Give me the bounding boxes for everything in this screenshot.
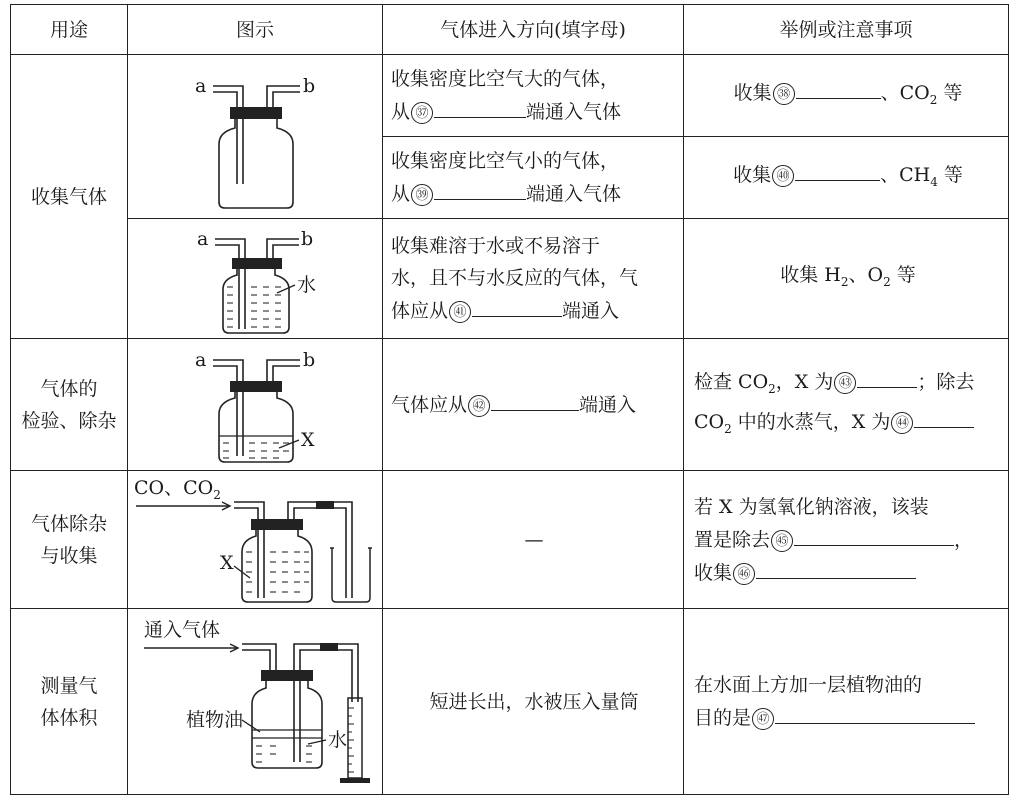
blank-number-43: ㊸ [834,372,856,394]
label-gas-in: 通入气体 [144,618,221,641]
label-a-x: a [195,349,207,371]
light-note-etc: 等 [937,163,963,186]
dense-note-cell [684,55,1009,137]
answer-blank-44[interactable] [914,405,974,428]
blank-number-38: ㊳ [773,83,795,105]
water-note-cell [684,219,1009,339]
row-collect-dense [11,55,1009,137]
label-x-purify: X [220,551,234,574]
purify-apparatus-diagram [130,474,380,606]
water-filled-bottle-diagram [155,221,355,336]
answer-blank-41[interactable] [472,294,562,317]
dense-note-etc: 等 [937,81,963,104]
water-text-end: 端通入 [562,300,620,322]
use-measure-line1: 测量气 [40,674,98,697]
dense-note-sub: 2 [929,92,938,107]
use-test-line2: 检验、除杂 [21,409,117,432]
water-text-from: 体应从 [391,300,449,322]
measure-note-cell [684,609,1009,795]
header-row [11,5,1009,55]
figure-empty-bottle [128,55,383,219]
blank-number-39: ㊴ [411,184,433,206]
light-note-collect: 收集 [733,163,772,186]
purify-note-remove: 置是除去 [694,528,771,551]
use-measure-volume [11,609,128,795]
test-note-sub2: 2 [724,421,732,436]
blank-number-37: ㊲ [411,102,433,124]
light-text-end: 端通入气体 [526,183,622,205]
measure-note-line1: 在水面上方加一层植物油的 [694,674,923,696]
water-note-o2: 、O [848,264,884,287]
label-b-water: b [301,228,314,250]
x-solution-bottle-diagram [155,342,355,467]
header-figure: 图示 [128,5,383,55]
test-note-cell [684,339,1009,471]
answer-blank-37[interactable] [434,95,526,118]
figure-measure-apparatus [128,609,383,795]
test-note-vapor: 中的水蒸气，X 为 [731,410,891,433]
purify-note-cell [684,471,1009,609]
answer-blank-38[interactable] [796,76,881,99]
water-note-h2: 收集 H [780,264,841,287]
header-notes: 举例或注意事项 [684,5,1009,55]
dense-text-line1: 收集密度比空气大的气体， [391,68,620,90]
purify-note-collect: 收集 [694,561,733,584]
row-test-remove [11,339,1009,471]
test-note-co2: 检查 CO [694,370,769,393]
dense-note-collect: 收集 [733,81,772,104]
figure-water-bottle [128,219,383,339]
measure-note-purpose: 目的是 [694,707,752,729]
dense-note-co2: 、CO [880,81,930,104]
blank-number-45: ㊺ [771,530,793,552]
label-vegetable-oil: 植物油 [186,708,244,731]
header-direction: 气体进入方向(填字母) [383,5,684,55]
test-dir-end: 端通入 [579,394,637,416]
row-collect-water [11,219,1009,339]
test-note-remove: ；除去 [917,370,975,393]
label-x: X [301,429,315,451]
blank-number-41: ㊶ [449,301,471,323]
dense-text-end: 端通入气体 [526,101,622,123]
use-test-remove [11,339,128,471]
label-co2-sub: 2 [213,487,221,502]
row-measure-volume [11,609,1009,795]
water-text-line1: 收集难溶于水或不易溶于 [391,235,601,257]
measure-direction-cell: 短进长出，水被压入量筒 [383,609,684,795]
light-note-cell [684,137,1009,219]
water-note-sub2: 2 [883,274,891,289]
figure-purify-apparatus [128,471,383,609]
test-dir-text: 气体应从 [391,394,468,416]
gas-bottle-uses-table [10,4,1009,795]
purify-note-line1: 若 X 为氢氧化钠溶液，该装 [694,495,929,518]
test-direction-cell [383,339,684,471]
water-text-line2: 水，且不与水反应的气体，气 [391,267,639,289]
header-use: 用途 [11,5,128,55]
water-note-sub1: 2 [840,274,849,289]
answer-blank-47[interactable] [775,701,975,724]
light-note-ch4: 、CH [880,163,931,186]
figure-x-bottle [128,339,383,471]
purify-direction-cell: — [383,471,684,609]
blank-number-46: ㊻ [733,563,755,585]
use-measure-line2: 体体积 [40,706,98,729]
blank-number-44: ㊹ [891,412,913,434]
label-co-co2-text: CO、CO [134,476,214,499]
test-note-co2b: CO [694,410,725,433]
answer-blank-45[interactable] [794,523,954,546]
light-note-sub: 4 [930,174,938,189]
dense-direction-cell [383,55,684,137]
light-text-line1: 收集密度比空气小的气体， [391,150,620,172]
label-co-co2 [134,477,221,502]
test-note-sub: 2 [768,381,776,396]
use-purify-collect [11,471,128,609]
answer-blank-42[interactable] [491,388,579,411]
label-water: 水 [297,274,317,296]
answer-blank-46[interactable] [756,556,916,579]
test-note-x: ，X 为 [775,370,834,393]
label-a: a [195,74,207,97]
use-purify-line2: 与收集 [40,544,98,567]
dense-text-from: 从 [391,101,411,123]
row-purify-collect [11,471,1009,609]
label-b: b [303,74,316,97]
label-b-x: b [303,349,316,371]
label-a-water: a [197,228,209,250]
light-direction-cell [383,137,684,219]
answer-table-sheet [10,4,1008,802]
use-test-line1: 气体的 [40,377,98,400]
label-water-measure: 水 [328,728,348,751]
measure-volume-apparatus-diagram [130,612,380,792]
use-purify-line1: 气体除杂 [30,512,107,535]
blank-number-47: ㊼ [752,708,774,730]
light-text-from: 从 [391,183,411,205]
answer-blank-40[interactable] [795,158,880,181]
answer-blank-43[interactable] [857,365,917,388]
blank-number-42: ㊷ [468,395,490,417]
blank-number-40: ㊵ [772,165,794,187]
water-note-etc: 等 [890,264,916,287]
use-collect-gas: 收集气体 [11,55,128,339]
answer-blank-39[interactable] [434,177,526,200]
purify-note-comma: ， [954,528,974,551]
empty-gas-bottle-diagram [155,62,355,212]
water-direction-cell [383,219,684,339]
